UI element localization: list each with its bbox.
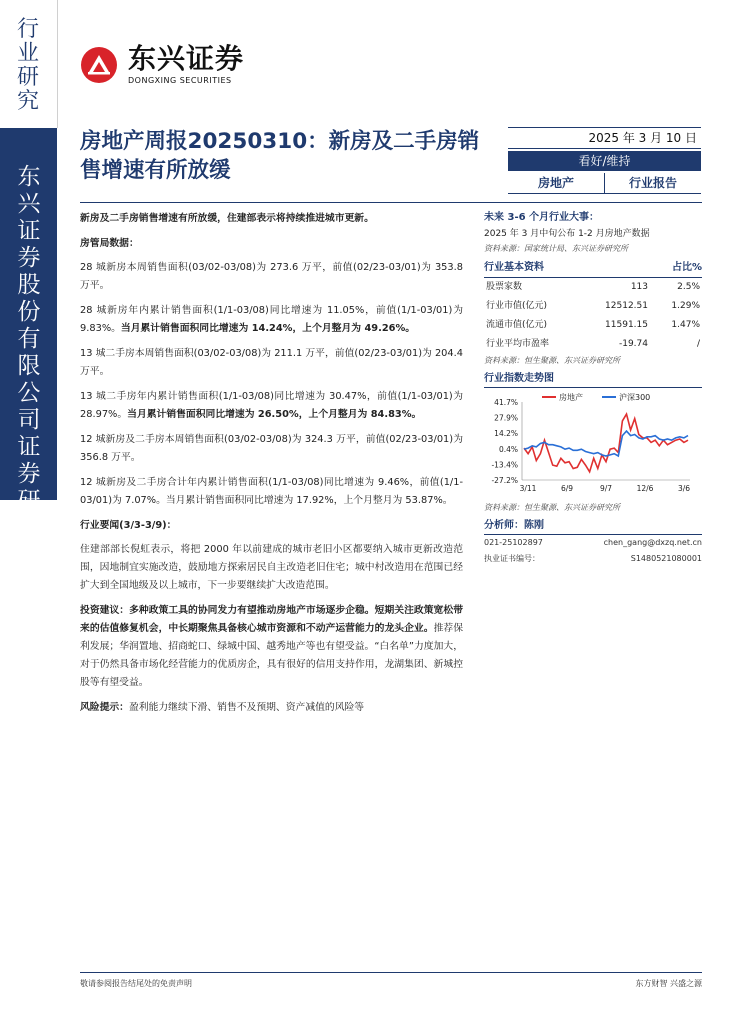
basic-info-source: 资料来源：恒生聚源、东兴证券研究所: [484, 356, 620, 365]
basic-info-name: 流通市值(亿元): [486, 320, 548, 330]
footer-slogan: 东方财智 兴盛之源: [635, 979, 702, 988]
para-7: 住建部部长倪虹表示，将把 2000 年以前建成的城市老旧小区都要纳入城市更新改造范围，因地制宜实施改造，鼓励地方探索居民自主改造老旧住宅；城中村改造用在范围已经扩大到全国地级及以上城市，下一步要继续扩大改造范围。: [80, 544, 463, 591]
sidebar-top: [0, 0, 58, 128]
events-text: 2025 年 3 月中旬公布 1-2 月房地产数据: [484, 229, 650, 239]
x-tick-label: 9/7: [599, 484, 613, 493]
chart-source: 资料来源：恒生聚源、东兴证券研究所: [484, 503, 620, 512]
risk-text: 盈利能力继续下滑、销售不及预期、资产减值的风险等: [128, 702, 365, 713]
sidebar-bottom: [0, 128, 57, 595]
risk-label: 风险提示：: [80, 702, 129, 713]
basic-info-pct: 1.47%: [671, 320, 700, 330]
y-tick-label: -13.4%: [491, 460, 518, 470]
header-divider: [80, 202, 702, 203]
report-categories: [508, 173, 701, 194]
footer-disclaimer: 敬请参阅报告结尾处的免责声明: [80, 979, 192, 988]
para-2a: 28 城新房年内累计销售面积(1/1-03/08)同比增速为 11.05%，前值(1/1-03/01)为 9.83%。: [80, 305, 463, 334]
category-industry: 房地产: [508, 173, 605, 193]
basic-info-value: 12512.51: [605, 301, 648, 311]
y-tick-label: 0.4%: [498, 444, 518, 454]
analyst-block: [484, 518, 702, 567]
para-4a: 13 城二手房年内累计销售面积(1/1-03/08)同比增速为 30.47%，前值(1/1-03/01)为 28.97%。: [80, 391, 463, 420]
events-title: 未来 3-6 个月行业大事：: [484, 212, 600, 223]
basic-info-table: [484, 278, 702, 354]
x-tick-label: 12/6: [636, 484, 654, 493]
basic-info-name: 行业平均市盈率: [486, 339, 550, 349]
report-date: 2025 年 3 月 10 日: [508, 127, 701, 149]
para-6: 12 城新房及二手房合计年内累计销售面积(1/1-03/08)同比增速为 9.46%，前值(1/1-03/01)为 7.07%。当月累计销售面积同比增速为 17.92%，上个月整月为 53.87%。: [80, 477, 463, 506]
section-news: 行业要闻(3/3-3/9)：: [80, 520, 177, 531]
category-type: 行业报告: [628, 176, 677, 190]
basic-info-name: 行业市值(亿元): [486, 301, 548, 311]
events-source: 资料来源：国家统计局、东兴证券研究所: [484, 244, 628, 253]
para-8b: 推荐保利发展；华润置地、招商蛇口、绿城中国、越秀地产等也有望受益。“白名单”力度加大，对于仍然具备市场化经营能力的优质房企，具有很好的信用支持作用，龙湖集团、新城控股等有望受益。: [80, 623, 464, 688]
y-tick-label: 27.9%: [494, 413, 518, 423]
basic-info-pct: /: [696, 339, 700, 349]
para-1: 28 城新房本周销售面积(03/02-03/08)为 273.6 万平，前值(02/23-03/01)为 353.8 万平。: [80, 262, 463, 291]
basic-info-title: 行业基本资料: [484, 262, 544, 273]
basic-info-value: 11591.15: [605, 320, 648, 330]
para-8: [80, 602, 463, 692]
para-2b: 当月累计销售面积同比增速为 14.24%，上个月整月为 49.26%。: [120, 323, 416, 334]
para-4: [80, 388, 463, 424]
footer-divider: [80, 972, 702, 973]
x-tick-label: 6/9: [560, 484, 574, 493]
basic-info-row: [484, 316, 702, 335]
para-8a: 投资建议：多种政策工具的协同发力有望推动房地产市场逐步企稳。短期关注政策宽松带来的估值修复机会，中长期聚焦具备核心城市资源和不动产运营能力的龙头企业。: [80, 605, 463, 634]
legend-label: 沪深300: [619, 393, 651, 402]
chart-title: 行业指数走势图: [484, 371, 702, 388]
company-logo: [80, 44, 244, 85]
analyst-email[interactable]: chen_gang@dxzq.net.cn: [603, 538, 702, 547]
para-3: 13 城二手房本周销售面积(03/02-03/08)为 211.1 万平，前值(02/23-03/01)为 204.4 万平。: [80, 348, 463, 377]
basic-info-pct: 2.5%: [677, 282, 700, 292]
report-title: 房地产周报20250310：新房及二手房销售增速有所放缓: [80, 129, 480, 183]
analyst-title: 分析师：陈刚: [484, 518, 702, 535]
report-meta-box: [508, 127, 701, 194]
para-4b: 当月累计销售面积同比增速为 26.50%，上个月整月为 84.83%。: [127, 409, 422, 420]
main-body: [80, 210, 463, 724]
basic-info-row: [484, 335, 702, 354]
basic-info-row: [484, 278, 702, 297]
basic-info-header: [484, 259, 702, 278]
logo-mark-icon: [80, 46, 118, 84]
sidebar-top-label: 行业研究: [16, 17, 39, 114]
legend-label: 房地产: [559, 393, 583, 402]
industry-index-chart: [484, 388, 702, 498]
basic-info-value: 113: [630, 282, 648, 292]
section-housing-data: 房管局数据：: [80, 238, 139, 249]
basic-info-value: -19.74: [618, 339, 648, 349]
y-tick-label: 14.2%: [494, 429, 518, 439]
right-sidebar: [484, 210, 702, 567]
basic-info-pct: 1.29%: [671, 301, 700, 311]
x-tick-label: 3/11: [519, 484, 537, 493]
y-tick-label: 41.7%: [494, 398, 518, 407]
sidebar-bottom-label: 东兴证券股份有限公司证券研究报告: [17, 164, 41, 595]
basic-info-pct: 占比%: [671, 262, 702, 273]
basic-info-row: [484, 297, 702, 316]
headline: 新房及二手房销售增速有所放缓，住建部表示将持续推进城市更新。: [80, 213, 374, 224]
basic-info-name: 股票家数: [486, 282, 523, 292]
analyst-phone: 021-25102897: [484, 538, 543, 547]
logo-en-text: DONGXING SECURITIES: [128, 76, 232, 85]
risk-para: [80, 699, 463, 717]
report-rating: 看好/维持: [508, 151, 701, 171]
y-tick-label: -27.2%: [491, 476, 518, 485]
x-tick-label: 3/6: [677, 484, 691, 493]
para-5: 12 城新房及二手房本周销售面积(03/02-03/08)为 324.3 万平，前值(02/23-03/01)为 356.8 万平。: [80, 434, 463, 463]
cert-label: 执业证书编号：: [484, 554, 540, 563]
para-2: [80, 302, 463, 338]
logo-cn-text: 东兴证券: [128, 42, 245, 75]
cert-number: S1480521080001: [630, 554, 702, 563]
series-line-0: [524, 414, 688, 472]
